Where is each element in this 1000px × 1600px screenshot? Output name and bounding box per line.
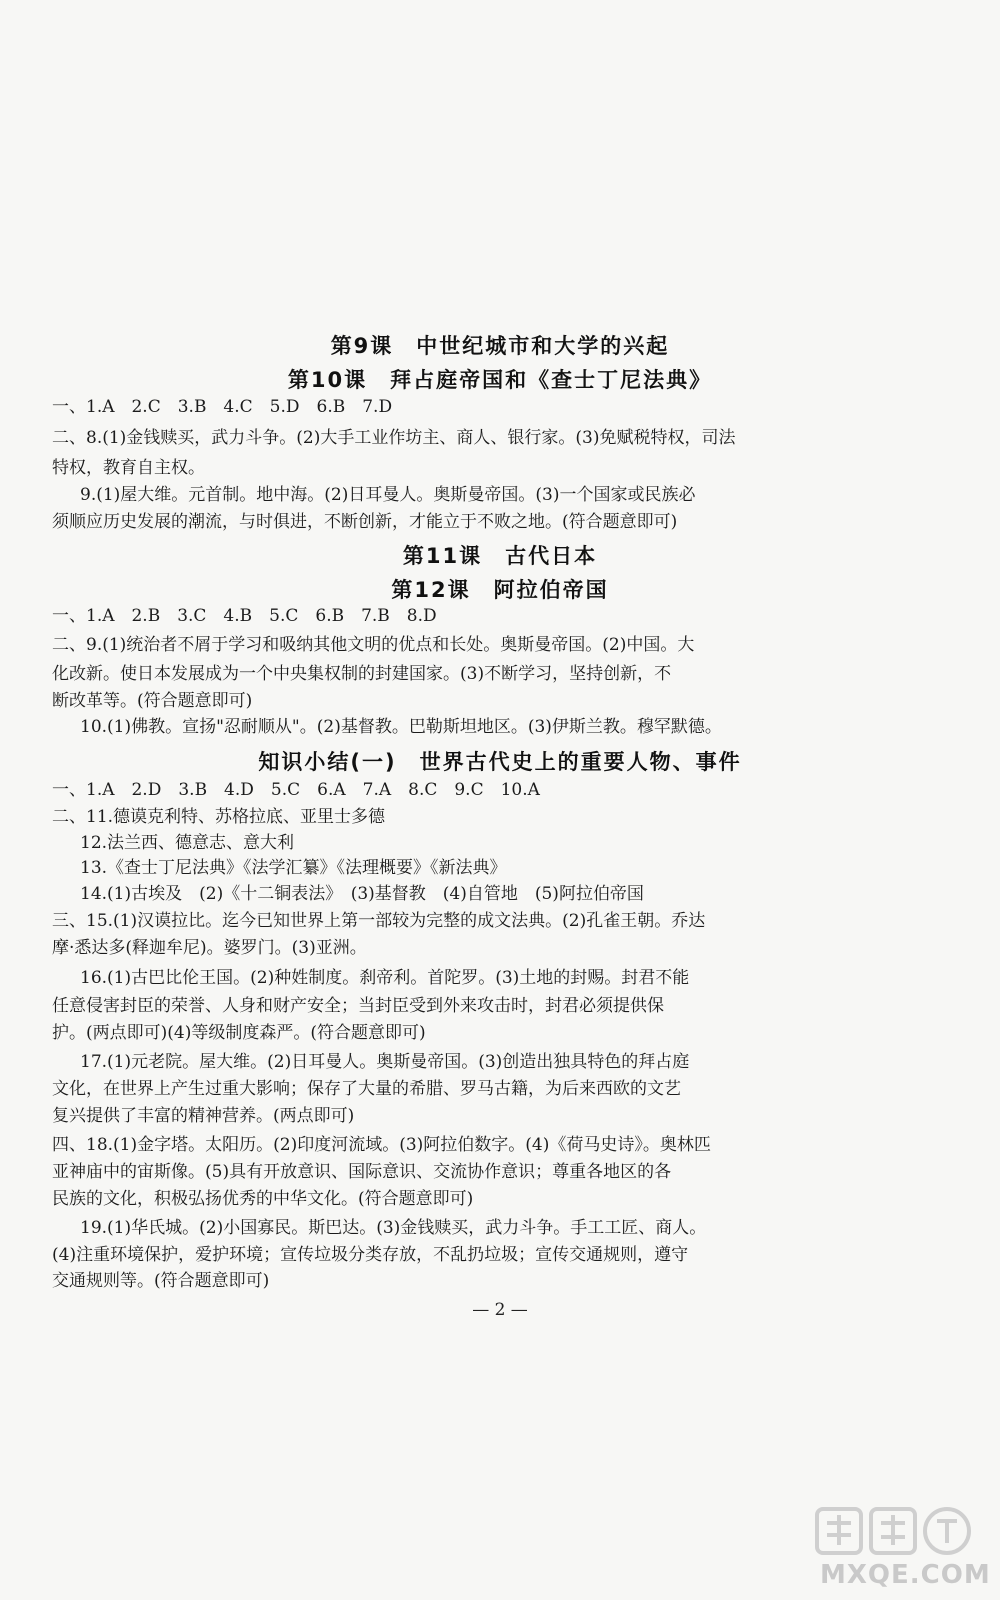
lesson-11-title: 第11课 古代日本 bbox=[402, 544, 598, 568]
summary-q15-line2: 摩·悉达多(释迦牟尼)。婆罗门。(3)亚洲。 bbox=[52, 938, 367, 958]
lesson-9-title: 第9课 中世纪城市和大学的兴起 bbox=[330, 334, 670, 358]
l12-q9-line2: 化改新。使日本发展成为一个中央集权制的封建国家。(3)不断学习，坚持创新，不 bbox=[52, 664, 672, 684]
lesson-12-title: 第12课 阿拉伯帝国 bbox=[391, 578, 609, 602]
l10-q9-line2: 须顺应历史发展的潮流，与时俱进，不断创新，才能立于不败之地。(符合题意即可) bbox=[52, 512, 678, 532]
l10-choice-answers: 一、1.A 2.C 3.B 4.C 5.D 6.B 7.D bbox=[52, 397, 393, 417]
l12-choice-answers: 一、1.A 2.B 3.C 4.B 5.C 6.B 7.B 8.D bbox=[52, 606, 437, 626]
summary-q13: 13.《查士丁尼法典》《法学汇纂》《法理概要》《新法典》 bbox=[80, 858, 507, 878]
summary-q19-line1: 19.(1)华氏城。(2)小国寡民。斯巴达。(3)金钱赎买，武力斗争。手工工匠、商人。 bbox=[80, 1218, 707, 1238]
l12-q9-line3: 断改革等。(符合题意即可) bbox=[52, 691, 253, 711]
summary-q18-line2: 亚神庙中的宙斯像。(5)具有开放意识、国际意识、交流协作意识；尊重各地区的各 bbox=[52, 1162, 672, 1182]
summary-q17-line3: 复兴提供了丰富的精神营养。(两点即可) bbox=[52, 1106, 355, 1126]
l12-q9-line1: 二、9.(1)统治者不屑于学习和吸纳其他文明的优点和长处。奥斯曼帝国。(2)中国。大 bbox=[52, 635, 695, 655]
summary-q14: 14.(1)古埃及 (2)《十二铜表法》 (3)基督教 (4)自管地 (5)阿拉伯帝国 bbox=[80, 884, 644, 904]
summary-choice-answers: 一、1.A 2.D 3.B 4.D 5.C 6.A 7.A 8.C 9.C 10.A bbox=[52, 780, 540, 800]
summary-q18-line3: 民族的文化，积极弘扬优秀的中华文化。(符合题意即可) bbox=[52, 1189, 474, 1209]
summary-q16-line3: 护。(两点即可)(4)等级制度森严。(符合题意即可) bbox=[52, 1023, 426, 1043]
summary-q19-line3: 交通规则等。(符合题意即可) bbox=[52, 1271, 270, 1291]
l10-q9-line1: 9.(1)屋大维。元首制。地中海。(2)日耳曼人。奥斯曼帝国。(3)一个国家或民族必 bbox=[80, 485, 696, 505]
summary-q12: 12.法兰西、德意志、意大利 bbox=[80, 833, 295, 853]
summary-q18-line1: 四、18.(1)金字塔。太阳历。(2)印度河流域。(3)阿拉伯数字。(4)《荷马史诗》。奥林匹 bbox=[52, 1135, 711, 1155]
page-number: — 2 — bbox=[472, 1300, 528, 1320]
l12-q10: 10.(1)佛教。宣扬"忍耐顺从"。(2)基督教。巴勒斯坦地区。(3)伊斯兰教。穆罕默德。 bbox=[80, 717, 722, 737]
l10-q8-line2: 特权，教育自主权。 bbox=[52, 458, 205, 478]
summary-q19-line2: (4)注重环境保护，爱护环境；宣传垃圾分类存放，不乱扔垃圾；宣传交通规则，遵守 bbox=[52, 1245, 689, 1265]
summary-q16-line2: 任意侵害封臣的荣誉、人身和财产安全；当封臣受到外来攻击时，封君必须提供保 bbox=[52, 996, 664, 1016]
summary-q11: 二、11.德谟克利特、苏格拉底、亚里士多德 bbox=[52, 807, 386, 827]
watermark-text: MXQE.COM bbox=[820, 1560, 991, 1590]
summary-q15-line1: 三、15.(1)汉谟拉比。迄今已知世界上第一部较为完整的成文法典。(2)孔雀王朝。乔达 bbox=[52, 911, 706, 931]
l10-q8-line1: 二、8.(1)金钱赎买，武力斗争。(2)大手工业作坊主、商人、银行家。(3)免赋税特权，司法 bbox=[52, 428, 736, 448]
summary-q16-line1: 16.(1)古巴比伦王国。(2)种姓制度。刹帝利。首陀罗。(3)土地的封赐。封君不能 bbox=[80, 968, 690, 988]
lesson-10-title: 第10课 拜占庭帝国和《查士丁尼法典》 bbox=[287, 368, 713, 392]
summary-q17-line1: 17.(1)元老院。屋大维。(2)日耳曼人。奥斯曼帝国。(3)创造出独具特色的拜占庭 bbox=[80, 1052, 690, 1072]
summary-q17-line2: 文化，在世界上产生过重大影响；保存了大量的希腊、罗马古籍，为后来西欧的文艺 bbox=[52, 1079, 681, 1099]
summary-title: 知识小结(一) 世界古代史上的重要人物、事件 bbox=[258, 750, 742, 774]
